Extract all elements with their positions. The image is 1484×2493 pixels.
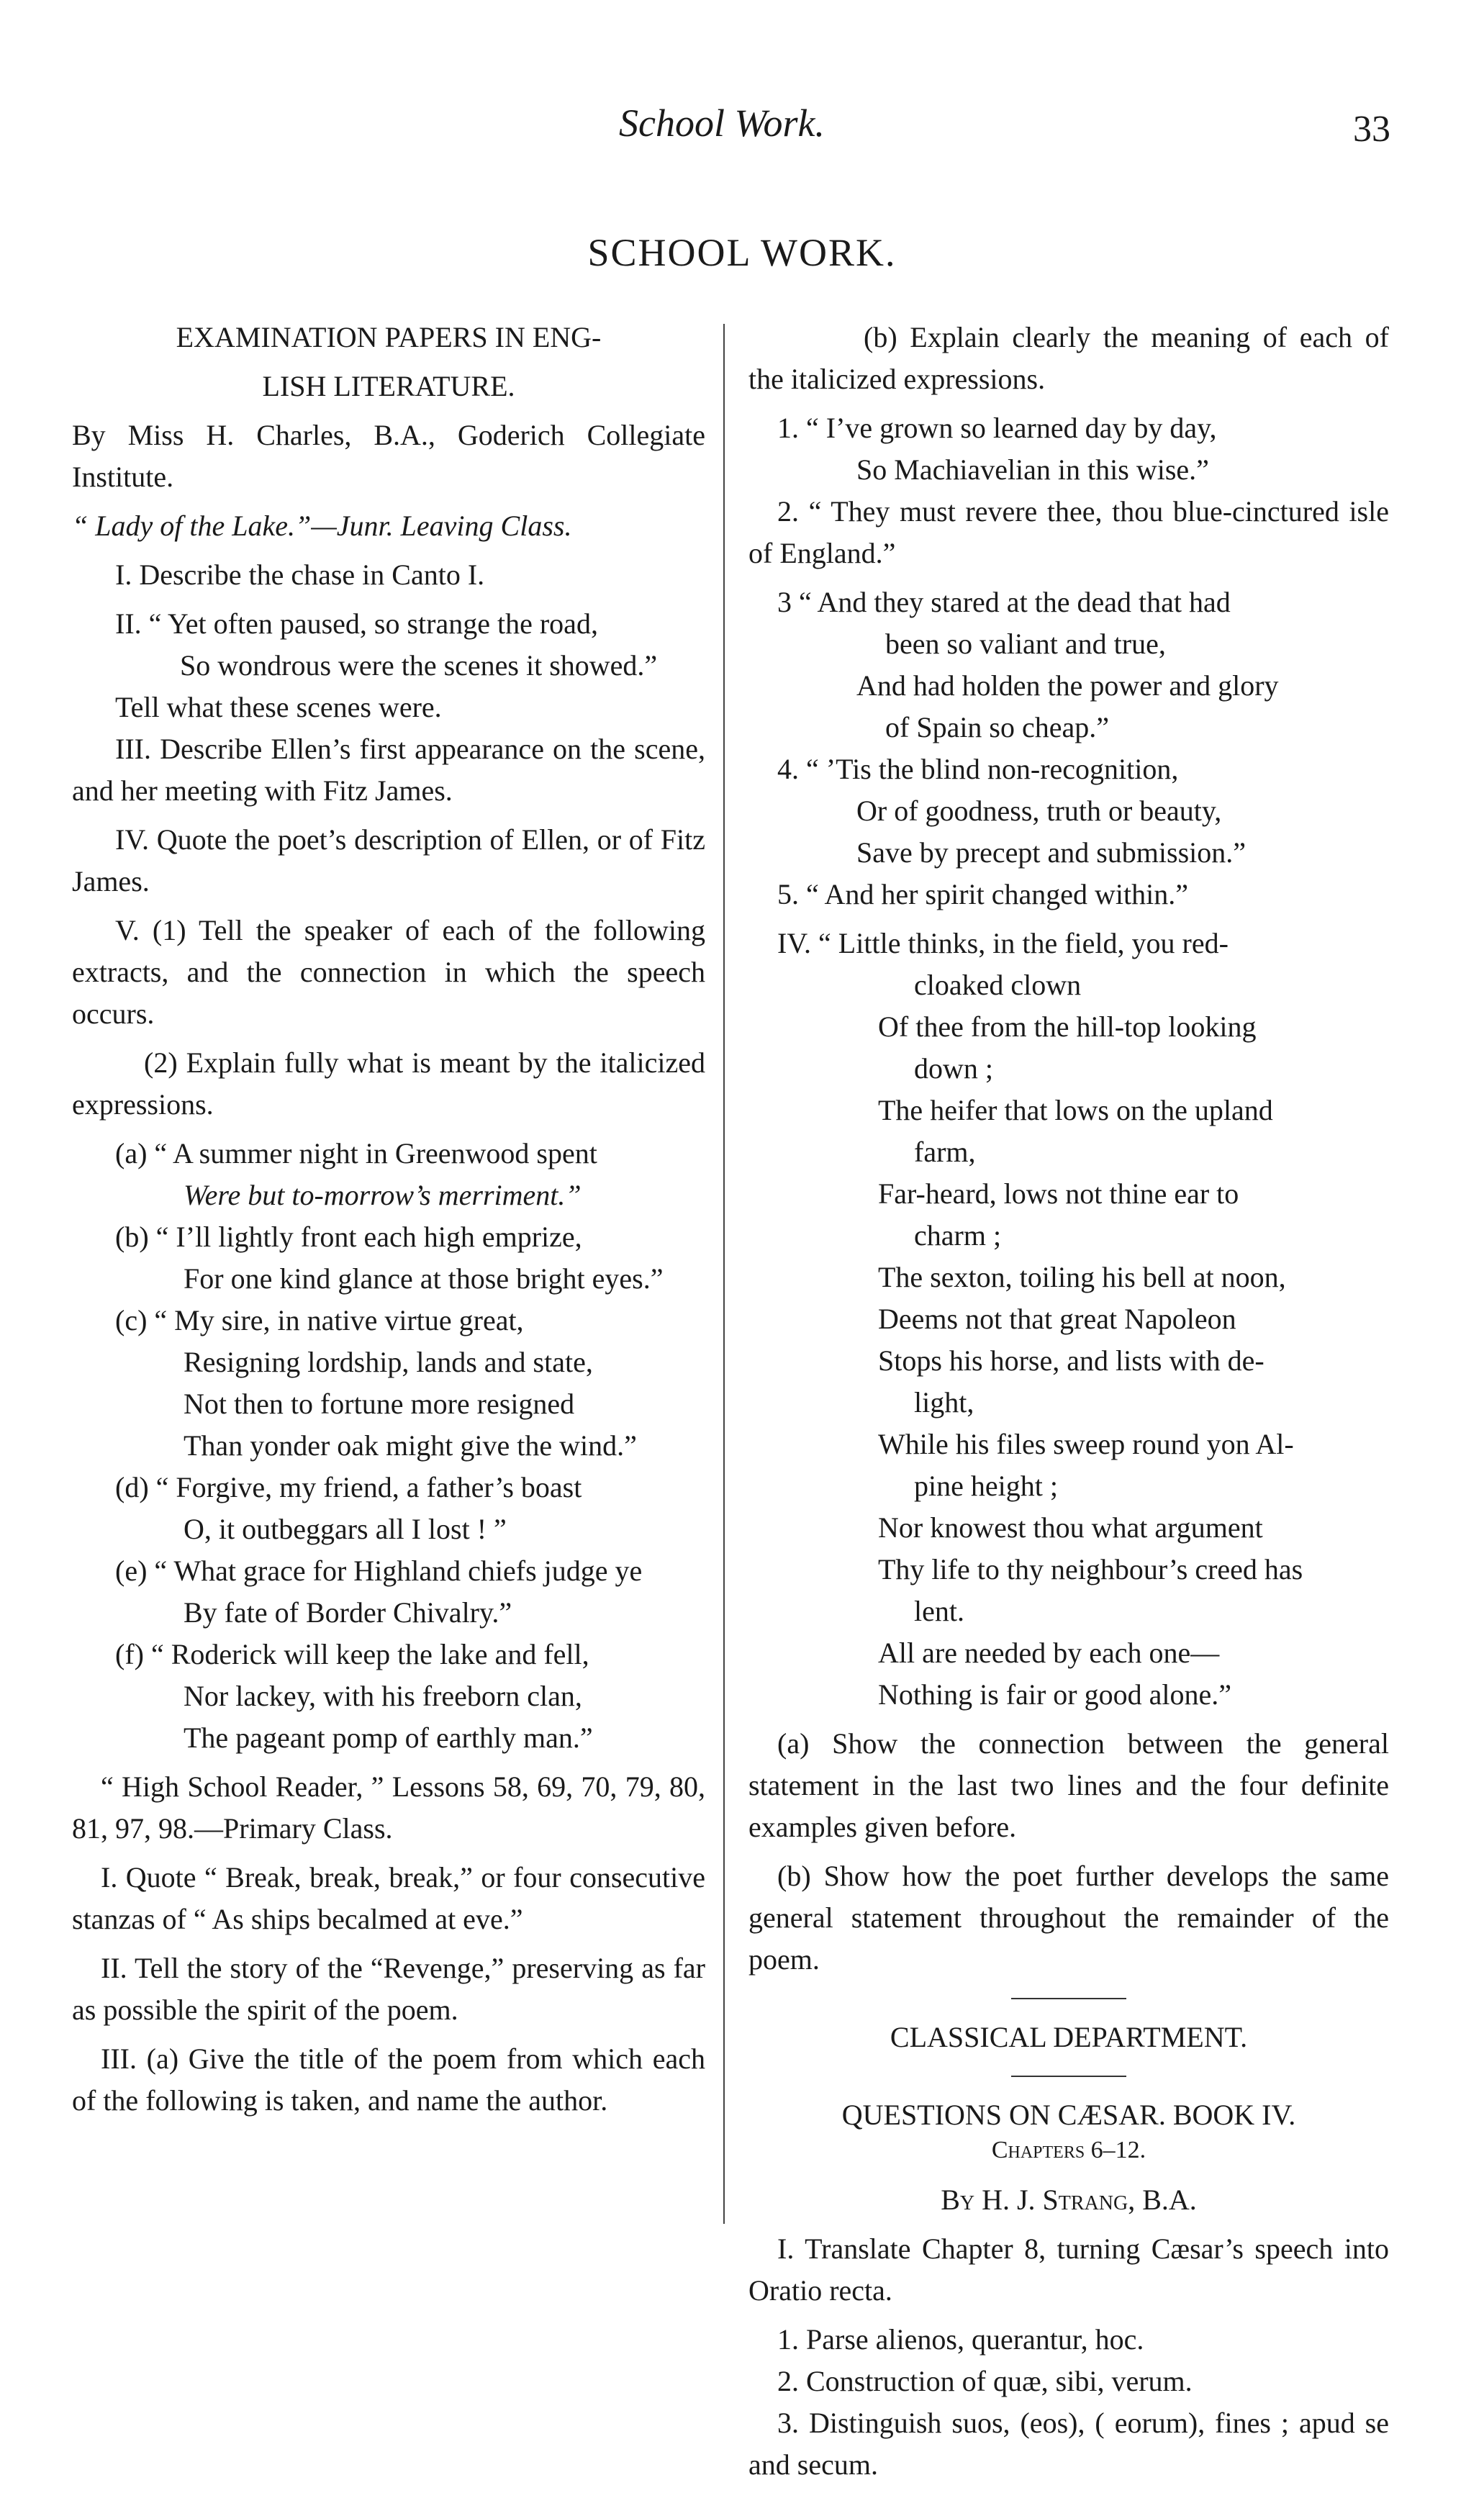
- item-4: [748, 748, 1389, 874]
- extract-c-line-4: Than yonder oak might give the wind.”: [184, 1429, 637, 1462]
- extract-d: [72, 1467, 705, 1550]
- extract-b-line-1: (b) “ I’ll lightly front each high emprize,: [115, 1221, 582, 1253]
- item-1-line-2: So Machiavelian in this wise.”: [856, 453, 1209, 486]
- item-3-line-2: been so valiant and true,: [885, 628, 1166, 660]
- question-2-line-1: II. “ Yet often paused, so strange the road,: [115, 607, 598, 640]
- poem-iv-line-9: The sexton, toiling his bell at noon,: [878, 1261, 1286, 1293]
- poem-iv-line-1: IV. “ Little thinks, in the field, you red-: [777, 927, 1229, 959]
- caesar-question-1: I. Translate Chapter 8, turning Cæsar’s speech into Oratio recta.: [748, 2232, 1389, 2307]
- extract-c-line-3: Not then to fortune more resigned: [184, 1388, 575, 1420]
- column-divider: [723, 324, 725, 2224]
- extract-f-line-2: Nor lackey, with his freeborn clan,: [184, 1680, 582, 1712]
- classical-department-heading: CLASSICAL DEPARTMENT.: [890, 2021, 1248, 2053]
- poem-iv-line-2: cloaked clown: [914, 969, 1082, 1001]
- reader-assignment: “ High School Reader, ” Lessons 58, 69, 70, 79, 80, 81, 97, 98.—Primary Class.: [72, 1770, 705, 1845]
- poem-iv-line-18: All are needed by each one—: [878, 1637, 1220, 1669]
- poem-iv-line-16: Thy life to thy neighbour’s creed has: [878, 1553, 1303, 1585]
- byline: By Miss H. Charles, B.A., Goderich Collegiate Institute.: [72, 419, 705, 493]
- question-3: III. Describe Ellen’s first appearance on the scene, and her meeting with Fitz James.: [72, 733, 705, 807]
- poem-iv-line-8: charm ;: [914, 1219, 1002, 1252]
- item-3-line-3: And had holden the power and glory: [856, 669, 1279, 702]
- item-3-line-1: 3 “ And they stared at the dead that had: [777, 586, 1231, 618]
- reader-question-2: II. Tell the story of the “Revenge,” preserving as far as possible the spirit of the poem.: [72, 1952, 705, 2026]
- caesar-byline: By H. J. Strang, B.A.: [941, 2184, 1197, 2216]
- question-5-part-1: V. (1) Tell the speaker of each of the following extracts, and the connection in which the speech occurs.: [72, 914, 705, 1030]
- extract-f-line-3: The pageant pomp of earthly man.”: [184, 1721, 593, 1754]
- poem-iv-line-14: pine height ;: [914, 1470, 1058, 1502]
- reader-question-3: III. (a) Give the title of the poem from which each of the following is taken, and name the author.: [72, 2042, 705, 2117]
- separator-rule-2: [1011, 2076, 1126, 2077]
- extract-f: [72, 1634, 705, 1759]
- item-2: 2. “ They must revere thee, thou blue-cinctured isle of England.”: [748, 495, 1389, 569]
- poem-iv-line-17: lent.: [914, 1595, 964, 1627]
- extract-c-line-2: Resigning lordship, lands and state,: [184, 1346, 593, 1378]
- extract-a-line-2: Were but to-morrow’s merriment.”: [184, 1179, 582, 1211]
- left-column: [72, 317, 705, 2129]
- poem-iv-line-15: Nor knowest thou what argument: [878, 1511, 1263, 1544]
- part-b-intro: (b) Explain clearly the meaning of each of the italicized expressions.: [748, 321, 1389, 395]
- question-1: I. Describe the chase in Canto I.: [115, 558, 485, 591]
- show-a: (a) Show the connection between the general statement in the last two lines and the four definite examples given before.: [748, 1727, 1389, 1843]
- caesar-question-4: 3. Distinguish suos, (eos), ( eorum), fines ; apud se and secum.: [748, 2407, 1389, 2481]
- poem-iv: [748, 923, 1389, 1716]
- running-title: School Work.: [619, 101, 825, 145]
- section-title: SCHOOL WORK.: [587, 231, 897, 274]
- extract-e: [72, 1550, 705, 1634]
- subject-line: “ Lady of the Lake.”—Junr. Leaving Class.: [72, 510, 572, 542]
- caesar-question-3: 2. Construction of quæ, sibi, verum.: [777, 2365, 1193, 2397]
- poem-iv-line-12: light,: [914, 1386, 974, 1419]
- question-4: IV. Quote the poet’s description of Ellen, or of Fitz James.: [72, 823, 705, 897]
- caesar-heading: QUESTIONS ON CÆSAR. BOOK IV.: [841, 2099, 1296, 2131]
- reader-question-1: I. Quote “ Break, break, break,” or four consecutive stanzas of “ As ships becalmed at eve.”: [72, 1861, 705, 1935]
- extract-e-line-2: By fate of Border Chivalry.”: [184, 1596, 512, 1629]
- separator-rule: [1011, 1998, 1126, 1999]
- poem-iv-line-13: While his files sweep round yon Al-: [878, 1428, 1294, 1460]
- caesar-question-2: 1. Parse alienos, querantur, hoc.: [777, 2323, 1144, 2356]
- question-5-part-2: (2) Explain fully what is meant by the italicized expressions.: [72, 1046, 705, 1121]
- extract-e-line-1: (e) “ What grace for Highland chiefs judge ye: [115, 1555, 643, 1587]
- exam-heading-line-2: LISH LITERATURE.: [262, 370, 515, 402]
- item-4-line-2: Or of goodness, truth or beauty,: [856, 795, 1222, 827]
- poem-iv-line-6: farm,: [914, 1136, 976, 1168]
- item-3-line-4: of Spain so cheap.”: [885, 711, 1110, 743]
- show-b: (b) Show how the poet further develops the same general statement throughout the remainder of the poem.: [748, 1860, 1389, 1976]
- extract-a: [72, 1133, 705, 1216]
- question-2-line-3: Tell what these scenes were.: [115, 691, 442, 723]
- item-4-line-1: 4. “ ’Tis the blind non-recognition,: [777, 753, 1179, 785]
- poem-iv-line-5: The heifer that lows on the upland: [878, 1094, 1273, 1126]
- question-2: [72, 603, 705, 728]
- extract-d-line-1: (d) “ Forgive, my friend, a father’s boast: [115, 1471, 582, 1503]
- poem-iv-line-10: Deems not that great Napoleon: [878, 1303, 1236, 1335]
- extract-c-line-1: (c) “ My sire, in native virtue great,: [115, 1304, 524, 1336]
- item-4-line-3: Save by precept and submission.”: [856, 836, 1246, 869]
- right-column: [748, 317, 1389, 2493]
- page-number: 33: [1353, 109, 1390, 150]
- poem-iv-line-19: Nothing is fair or good alone.”: [878, 1678, 1231, 1711]
- poem-iv-line-11: Stops his horse, and lists with de-: [878, 1344, 1264, 1377]
- item-1: [748, 407, 1389, 491]
- extract-b: [72, 1216, 705, 1300]
- poem-iv-line-7: Far-heard, lows not thine ear to: [878, 1177, 1239, 1210]
- poem-iv-line-4: down ;: [914, 1052, 993, 1085]
- caesar-chapters: Chapters 6–12.: [991, 2137, 1146, 2163]
- poem-iv-line-3: Of thee from the hill-top looking: [878, 1010, 1257, 1043]
- extract-d-line-2: O, it outbeggars all I lost ! ”: [184, 1513, 507, 1545]
- extract-c: [72, 1300, 705, 1467]
- extract-a-line-1: (a) “ A summer night in Greenwood spent: [115, 1137, 597, 1169]
- question-2-line-2: So wondrous were the scenes it showed.”: [180, 649, 658, 682]
- item-3: [748, 582, 1389, 748]
- item-5: 5. “ And her spirit changed within.”: [777, 878, 1188, 910]
- extract-f-line-1: (f) “ Roderick will keep the lake and fell,: [115, 1638, 589, 1670]
- extract-b-line-2: For one kind glance at those bright eyes.”: [184, 1262, 664, 1295]
- item-1-line-1: 1. “ I’ve grown so learned day by day,: [777, 412, 1217, 444]
- exam-heading-line-1: EXAMINATION PAPERS IN ENG-: [176, 321, 602, 353]
